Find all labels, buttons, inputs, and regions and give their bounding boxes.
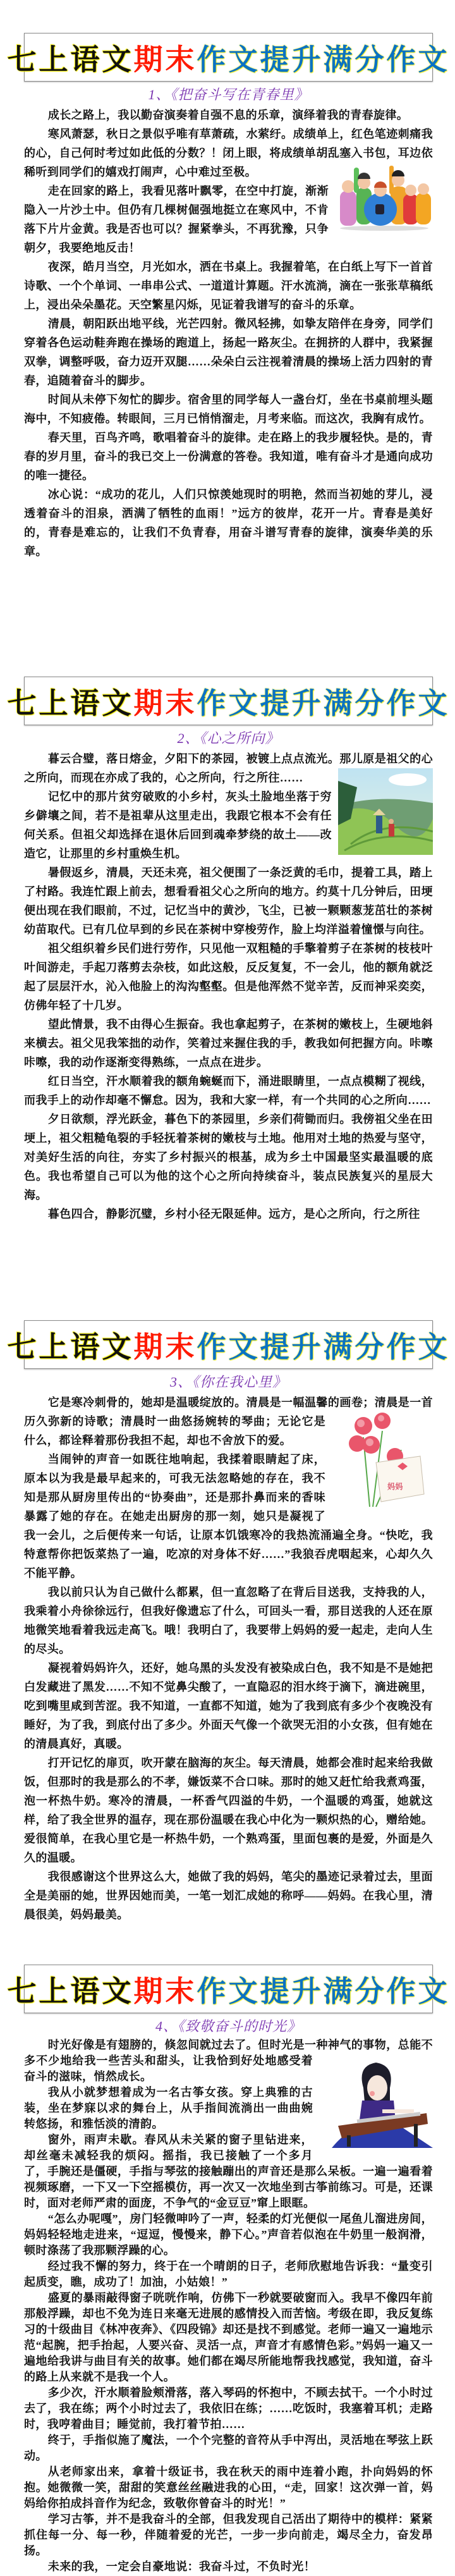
paragraph-text: 从老师家出来，拿着十级证书，我在秋天的雨中连着小跑，扑向妈妈的怀抱。她微微一笑，甜甜的笑意丝丝融进我的心田，“走，回家！这次弹一首，妈妈给你拍成抖音作为纪念，致敬你曾奋斗的时光！” [24, 2465, 433, 2510]
paragraph [24, 485, 433, 561]
banner-title-part-blue: 作文提升满分作文 [197, 1329, 450, 1364]
paragraph-text: “怎么办呢嘎”，房门轻微呻吟了一声，轻柔的灯光便似一尾鱼儿溜进房间，妈妈轻轻地走进来，“逗逗，慢慢来，静下心。”声音若似泡在牛奶里一般润滑，顿时涤荡了我那颗浮躁的心。 [24, 2212, 433, 2257]
paragraph-text: 终于，手指似施了魔法，一个个完整的音符从手中泻出，灵活地在琴弦上跃动。 [24, 2434, 433, 2462]
paragraph-text: 暮色四合，静影沉璧，乡村小径无限延伸。远方，是心之所向，行之所往 [47, 1208, 420, 1220]
paragraph-text: 凝视着妈妈许久，还好，她乌黑的头发没有被染成白色，我不知是不是她把白发藏进了黑发……不知不觉鼻尖酸了，一直隐忍的泪水终于滴下，滴进碗里，吃到嘴里咸到苦涩。我不知道，一直都不知道，她为了我到底有多少个夜晚没有睡好，为了我，到底付出了多少。外面天气像一个欲哭无泪的小女孩，但有她在的清晨真好，真暖。 [24, 1662, 433, 1750]
paragraph [24, 257, 433, 314]
banner-title [8, 1324, 450, 1366]
paragraph-text: 盛夏的暴雨敲得窗子咣咣作响，仿佛下一秒就要破窗而入。我早不像四年前那般浮躁，却也不免为连日来毫无进展的感情投入而苦恼。考级在即，我反复练习的十级曲目《林冲夜奔》、《四段锦》却还是找不到感觉。老师一遍又一遍地示范“起腕，把手抬起，人要兴奋、灵活一点，声音才有感情色彩。”妈妈一遍又一遍地给我讲与曲目有关的故事。她们都在竭尽所能地帮我找感觉，我知道，奋斗的路上从来就不是我一个人。 [24, 2291, 433, 2383]
banner-title-part-blue: 作文提升满分作文 [197, 1973, 450, 2008]
paragraph [24, 390, 433, 428]
paragraph [24, 1015, 433, 1072]
paragraph [24, 2290, 433, 2385]
paragraph-text: 打开记忆的扉页，吹开蒙在脑海的灰尘。每天清晨，她都会准时起来给我做饭，但那时的我是那么的不孝，嫌饭菜不合口味。那时的她又赶忙给我煮鸡蛋，泡一杯热牛奶。寒冷的清晨，一杯香气四溢的牛奶，一个温暖的鸡蛋，她就这样，给了我全世界的温存，现在那份温暖在我心中化为一颗炽热的心，赠给她。爱很简单，在我心里它是一杯热牛奶，一个熟鸡蛋，里面包裹的是爱，外面是久久的温暖。 [24, 1757, 433, 1864]
paragraph-text: 暮云合璧，落日熔金，夕阳下的茶园，被镀上点点流光。那儿原是祖父的心之所向，而现在亦成了我的，心之所向，行之所往…… [24, 752, 433, 784]
paragraph-text: 当闹钟的声音一如既往地响起，我揉着眼睛起了床，原本以为我是最早起来的，可我无法忽略她的存在，我不知是那从厨房里传出的“协奏曲”，还是那扑鼻而来的香味暴露了她的存在。在她走出厨房的那一刻，她只是凝视了我一会儿，之后便传来一句话，让原本饥饿寒冷的我热流涌遍全身。“快吃，我特意帮你把饭菜热了一遍，吃凉的对身体不好……”我狼吞虎咽起来，心却久久不能平静。 [24, 1453, 433, 1579]
essay-title: 1、《把奋斗写在青春里》 [148, 87, 309, 102]
paragraph-text: 成长之路上，我以勤奋演奏着自强不息的乐章，演绎着我的青春旋律。 [47, 109, 409, 121]
title-banner [7, 33, 450, 82]
paragraph [24, 1393, 433, 1491]
paragraph [24, 2464, 433, 2512]
paragraph [24, 2259, 433, 2290]
banner-title [8, 1968, 450, 2010]
banner-title-part-blue: 作文提升满分作文 [197, 685, 450, 720]
essay-body [24, 749, 433, 1224]
paragraph-text: 它是寒冷刺骨的，她却是温暖绽放的。清晨是一幅温馨的画卷；清晨是一首历久弥新的诗歌；清晨时一曲悠扬婉转的琴曲；无论它是什么，都诠释着那份我担不起，却也不舍放下的爱。 [24, 1396, 433, 1447]
paragraph-text: 暑假返乡，清晨，天还未亮，祖父便围了一条泛黄的毛巾，提着工具，踏上了村路。我连忙跟上前去，想看看祖父心之所向的地方。约莫十几分钟后，田埂便出现在我们眼前，不过，记忆当中的黄沙，飞尘，已被一颗颗葱茏茁壮的茶树幼苗取代。已有几位早到的乡民在茶树中穿梭劳作，脸上均洋溢着憧憬与向往。 [24, 866, 433, 936]
paragraph [24, 428, 433, 485]
banner-title-part-black: 七上语文 [7, 42, 134, 77]
banner-title-part-black: 七上语文 [7, 685, 134, 720]
paragraph-text: 窗外，雨声未歇。春风从未关紧的窗子里钻进来，却丝毫未减轻我的烦闷。摇指，我已接触了一个多月了，手腕还是僵硬，手指与琴弦的接触蹦出的声音还是那么呆板。一遍一遍看着视频琢磨，一下又一下空摇模仿，再一次又一次地坐到古筝前练习。可是，还课时，面对老师严肃的面庞，不争气的“金豆豆”窜上眼眶。 [24, 2133, 433, 2209]
paragraph [24, 2211, 433, 2259]
paragraph-text: 清晨，朝阳跃出地平线，光芒四射。微风轻拂，如挚友陪伴在身旁，同学们穿着各色运动鞋奔跑在操场的跑道上，扬起一路灰尘。在拥挤的人群中，我紧握双拳，调整呼吸，奋力迈开双腿……朵朵白云注视着清晨的操场上活力四射的青春，追随着奋斗的脚步。 [24, 317, 433, 387]
paragraph [24, 1867, 433, 1924]
paragraph-text: 红日当空，汗水顺着我的额角蜿蜒而下，涌进眼睛里，一点点模糊了视线，而我手上的动作却毫不懈怠。因为，我和大家一样，有一个共同的心之所向…… [24, 1075, 433, 1107]
title-banner [7, 1965, 450, 2013]
paragraph [24, 106, 433, 125]
paragraph-text: 走在回家的路上，我看见落叶飘零，在空中打旋，渐渐隐入一片沙土中。但仍有几棵树倔强地挺立在寒风中，不肯落下片片金黄。我是否也可以？握紧拳头，不再犹豫，只争朝夕，我要绝地反击！ [24, 185, 329, 254]
essay-body [24, 106, 433, 561]
essay-title: 2、《心之所向》 [177, 730, 280, 746]
banner-title-part-red: 期末 [133, 685, 197, 720]
essay-title: 4、《致敬奋斗的时光》 [155, 2018, 301, 2034]
paragraph-text: 我以前只认为自己做什么都累，但一直忽略了在背后目送我，支持我的人，我乘着小舟徐徐远行，但我好像遗忘了什么，可回头一看，那目送我的人还在原地微笑地看着我远走高飞。哦！我明白了，我要带上妈妈的爱一起走，走向人生的尽头。 [24, 1586, 433, 1655]
tea-garden-painting [338, 768, 433, 856]
carnation-bouquet-with-card [332, 1412, 433, 1514]
title-banner [7, 677, 450, 725]
paragraph [24, 1072, 433, 1110]
paragraph [24, 863, 433, 939]
paragraph [24, 2037, 433, 2085]
essay-section-2 [7, 677, 450, 1224]
paragraph [24, 2559, 433, 2575]
girl-playing-guzheng-illustration [319, 2053, 433, 2154]
paragraph [24, 1583, 433, 1659]
paragraph-text: 夕日欲颓，浮光跃金，暮色下的茶园里，乡亲们荷锄而归。我傍祖父坐在田埂上，祖父粗糙龟裂的手轻抚着茶树的嫩枝与土地。他用对土地的热爱与坚守，对美好生活的向往，夯实了乡村振兴的根基，成为乡土中国最坚实最温暖的底色。我也希望自己可以为他的这个心之所向持续奋斗，装点民族复兴的星辰大海。 [24, 1113, 433, 1201]
paragraph-text: 学习古筝，并不是我奋斗的全部，但我发现自己活出了期待中的模样：紧紧抓住每一分、每一秒，伴随着爱的光芒，一步一步向前走，竭尽全力，奋发昂扬。 [24, 2513, 433, 2557]
banner-title-part-red: 期末 [133, 1329, 197, 1364]
paragraph-text: 多少次，汗水顺着脸颊滑落，落入琴码的怀抱中，不顾去拭干。一个小时过去了，我在练；两个小时过去了，我依旧在练；……吃饭时，我塞着耳机；走路时，我哼着曲目；睡觉前，我打着节拍…… [24, 2386, 433, 2431]
paragraph [24, 314, 433, 390]
paragraph [24, 1205, 433, 1224]
essay-body [24, 2037, 433, 2575]
paragraph-text: 时光好像是有翅膀的，倏忽间就过去了。但时光是一种神气的事物，总能不多不少地给我一些苦头和甜头，让我恰到好处地感受着奋斗的滋味，悄然成长。 [24, 2039, 433, 2083]
paragraph-text: 春天里，百鸟齐鸣，歌唱着奋斗的旋律。走在路上的我步履轻快。是的，青春的岁月里，奋斗的我已交上一份满意的答卷。我知道，唯有奋斗才是通向成功的唯一捷径。 [24, 431, 433, 482]
paragraph-text: 祖父组织着乡民们进行劳作，只见他一双粗糙的手擎着剪子在茶树的枝枝叶叶间游走，手起刀落剪去杂枝，如此这般，反反复复，不一会儿，他的额角就泛起了层层汗水，沁入他脸上的沟沟壑壑。但是他浑然不觉辛苦，反而神采奕奕，仿佛年轻了十几岁。 [24, 942, 433, 1012]
paragraph [24, 2385, 433, 2432]
banner-title-part-red: 期末 [133, 1973, 197, 2008]
card-text: 妈妈 [387, 1482, 403, 1491]
paragraph-text: 经过我不懈的努力，终于在一个晴朗的日子，老师欣慰地告诉我：“量变引起质变，瞧，成功了！加油，小姑娘！” [24, 2260, 433, 2288]
essay-section-3 [7, 1320, 450, 1924]
paragraph [24, 749, 433, 787]
essay-title: 3、《你在我心里》 [169, 1374, 287, 1390]
paragraph-text: 冰心说：“成功的花儿，人们只惊羡她现时的明艳，然而当初她的芽儿，浸透着奋斗的泪泉，洒满了牺牲的血雨！”远方的彼岸，花开一片。青春是美好的，青春是难忘的，让我们不负青春，用奋斗谱写青春的旋律，演奏华美的乐章。 [24, 488, 433, 558]
paragraph-text: 夜深，皓月当空，月光如水，洒在书桌上。我握着笔，在白纸上写下一首首诗歌、一个个单词、一串串公式、一道道计算题。汗水流淌，滴在一张张草稿纸上，浸出朵朵墨花。天空繁星闪烁，见证着我谱写的奋斗的乐章。 [24, 261, 433, 311]
paragraph-text: 我从小就梦想着成为一名古筝女孩。穿上典雅的古装，坐在梦寐以求的舞台上，从手指间流淌出一曲曲婉转悠扬，和雅恬淡的清韵。 [24, 2086, 313, 2130]
paragraph [24, 125, 433, 181]
paragraph-text: 望此情景，我不由得心生振奋。我也拿起剪子，在茶树的嫩枝上，生硬地斜来横去。祖父见我笨拙的动作，笑着过来握住我的手，教我如何把握方向。咔嚓咔嚓，我的动作逐渐变得熟练，一点点在进步。 [24, 1018, 433, 1069]
banner-title [8, 37, 450, 78]
paragraph-text: 未来的我，一定会自豪地说：我奋斗过，不负时光！ [47, 2560, 315, 2573]
banner-title-part-black: 七上语文 [7, 1329, 134, 1364]
banner-title-part-blue: 作文提升满分作文 [197, 42, 450, 77]
paragraph [24, 1110, 433, 1205]
cheering-students-illustration [335, 163, 433, 232]
paragraph-text: 我很感谢这个世界这么大，她做了我的妈妈，笔尖的墨迹记录着过去，里面全是美丽的她，世界因她而美，一笔一划汇成她的称呼——妈妈。在我心里，清晨很美，妈妈最美。 [24, 1870, 433, 1921]
essay-section-4 [7, 1965, 450, 2575]
paragraph [24, 1659, 433, 1753]
paragraph [24, 2512, 433, 2559]
title-banner [7, 1320, 450, 1369]
paragraph-text: 记忆中的那片贫穷破败的小乡村，灰头土脸地坐落于穷乡僻壤之间，若不是祖辈从这里走出，我跟它根本不会有任何关系。但祖父却选择在退休后回到魂牵梦绕的故土——改造它，让那里的乡村重焕生机。 [24, 790, 332, 860]
paragraph-text: 时间从未停下匆忙的脚步。宿舍里的同学每人一盏台灯，坐在书桌前埋头题海中，不知疲倦。转眼间，三月已悄悄溜走，月考来临。而这次，我胸有成竹。 [24, 393, 433, 425]
paragraph [24, 939, 433, 1015]
paragraph [24, 2432, 433, 2464]
banner-title-part-red: 期末 [133, 42, 197, 77]
paragraph-text: 寒风萧瑟，秋日之景似乎唯有草萧疏，水萦纡。成绩单上，红色笔迹刺痛我的心，自己何时考过如此低的分数？！闭上眼，将成绩单胡乱塞入书包，耳边依稀听到同学们的嬉戏打闹声，心中难过至极。 [24, 128, 433, 178]
paragraph [24, 1753, 433, 1867]
banner-title [8, 680, 450, 722]
banner-title-part-black: 七上语文 [7, 1973, 134, 2008]
essay-body [24, 1393, 433, 1924]
essay-section-1 [7, 33, 450, 561]
